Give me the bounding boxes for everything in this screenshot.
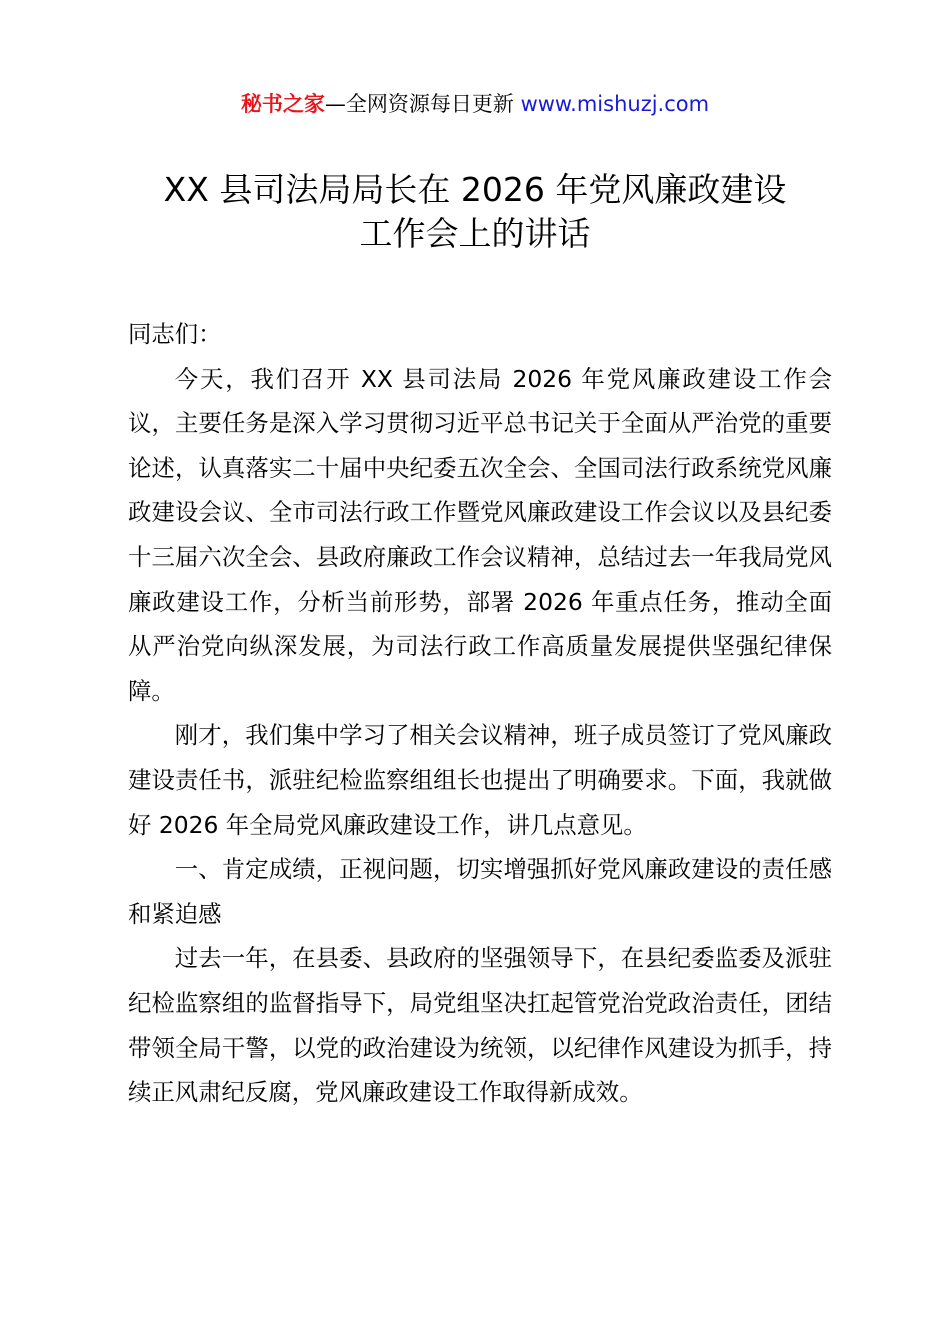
document-body (128, 312, 832, 1115)
header-tagline: —全网资源每日更新 (324, 92, 521, 116)
paragraph: 今天，我们召开 XX 县司法局 2026 年党风廉政建设工作会议，主要任务是深入学习贯彻习近平总书记关于全面从严治党的重要论述，认真落实二十届中央纪委五次全会、全国司法行政系统党风廉政建设会议、全市司法行政工作暨党风廉政建设工作会议以及县纪委十三届六次全会、县政府廉政工作会议精神，总结过去一年我局党风廉政建设工作，分析当前形势，部署 2026 年重点任务，推动全面从严治党向纵深发展，为司法行政工作高质量发展提供坚强纪律保障。 (128, 364, 832, 705)
paragraph: 刚才，我们集中学习了相关会议精神，班子成员签订了党风廉政建设责任书，派驻纪检监察组组长也提出了明确要求。下面，我就做好 2026 年全局党风廉政建设工作，讲几点意见。 (128, 721, 832, 839)
section-heading: 一、肯定成绩，正视问题，切实增强抓好党风廉政建设的责任感和紧迫感 (128, 855, 832, 928)
title-line-1: XX 县司法局局长在 2026 年党风廉政建设 (163, 170, 787, 209)
salutation: 同志们： (128, 320, 222, 348)
paragraph: 过去一年，在县委、县政府的坚强领导下，在县纪委监委及派驻纪检监察组的监督指导下，局党组坚决扛起管党治党政治责任，团结带领全局干警，以党的政治建设为统领，以纪律作风建设为抓手，持续正风肃纪反腐，党风廉政建设工作取得新成效。 (128, 944, 832, 1107)
site-url[interactable]: www.mishuzj.com (520, 92, 710, 116)
brand-name: 秘书之家 (240, 92, 325, 116)
document-title (0, 168, 950, 256)
title-line-2: 工作会上的讲话 (359, 214, 591, 253)
site-header (0, 89, 950, 119)
